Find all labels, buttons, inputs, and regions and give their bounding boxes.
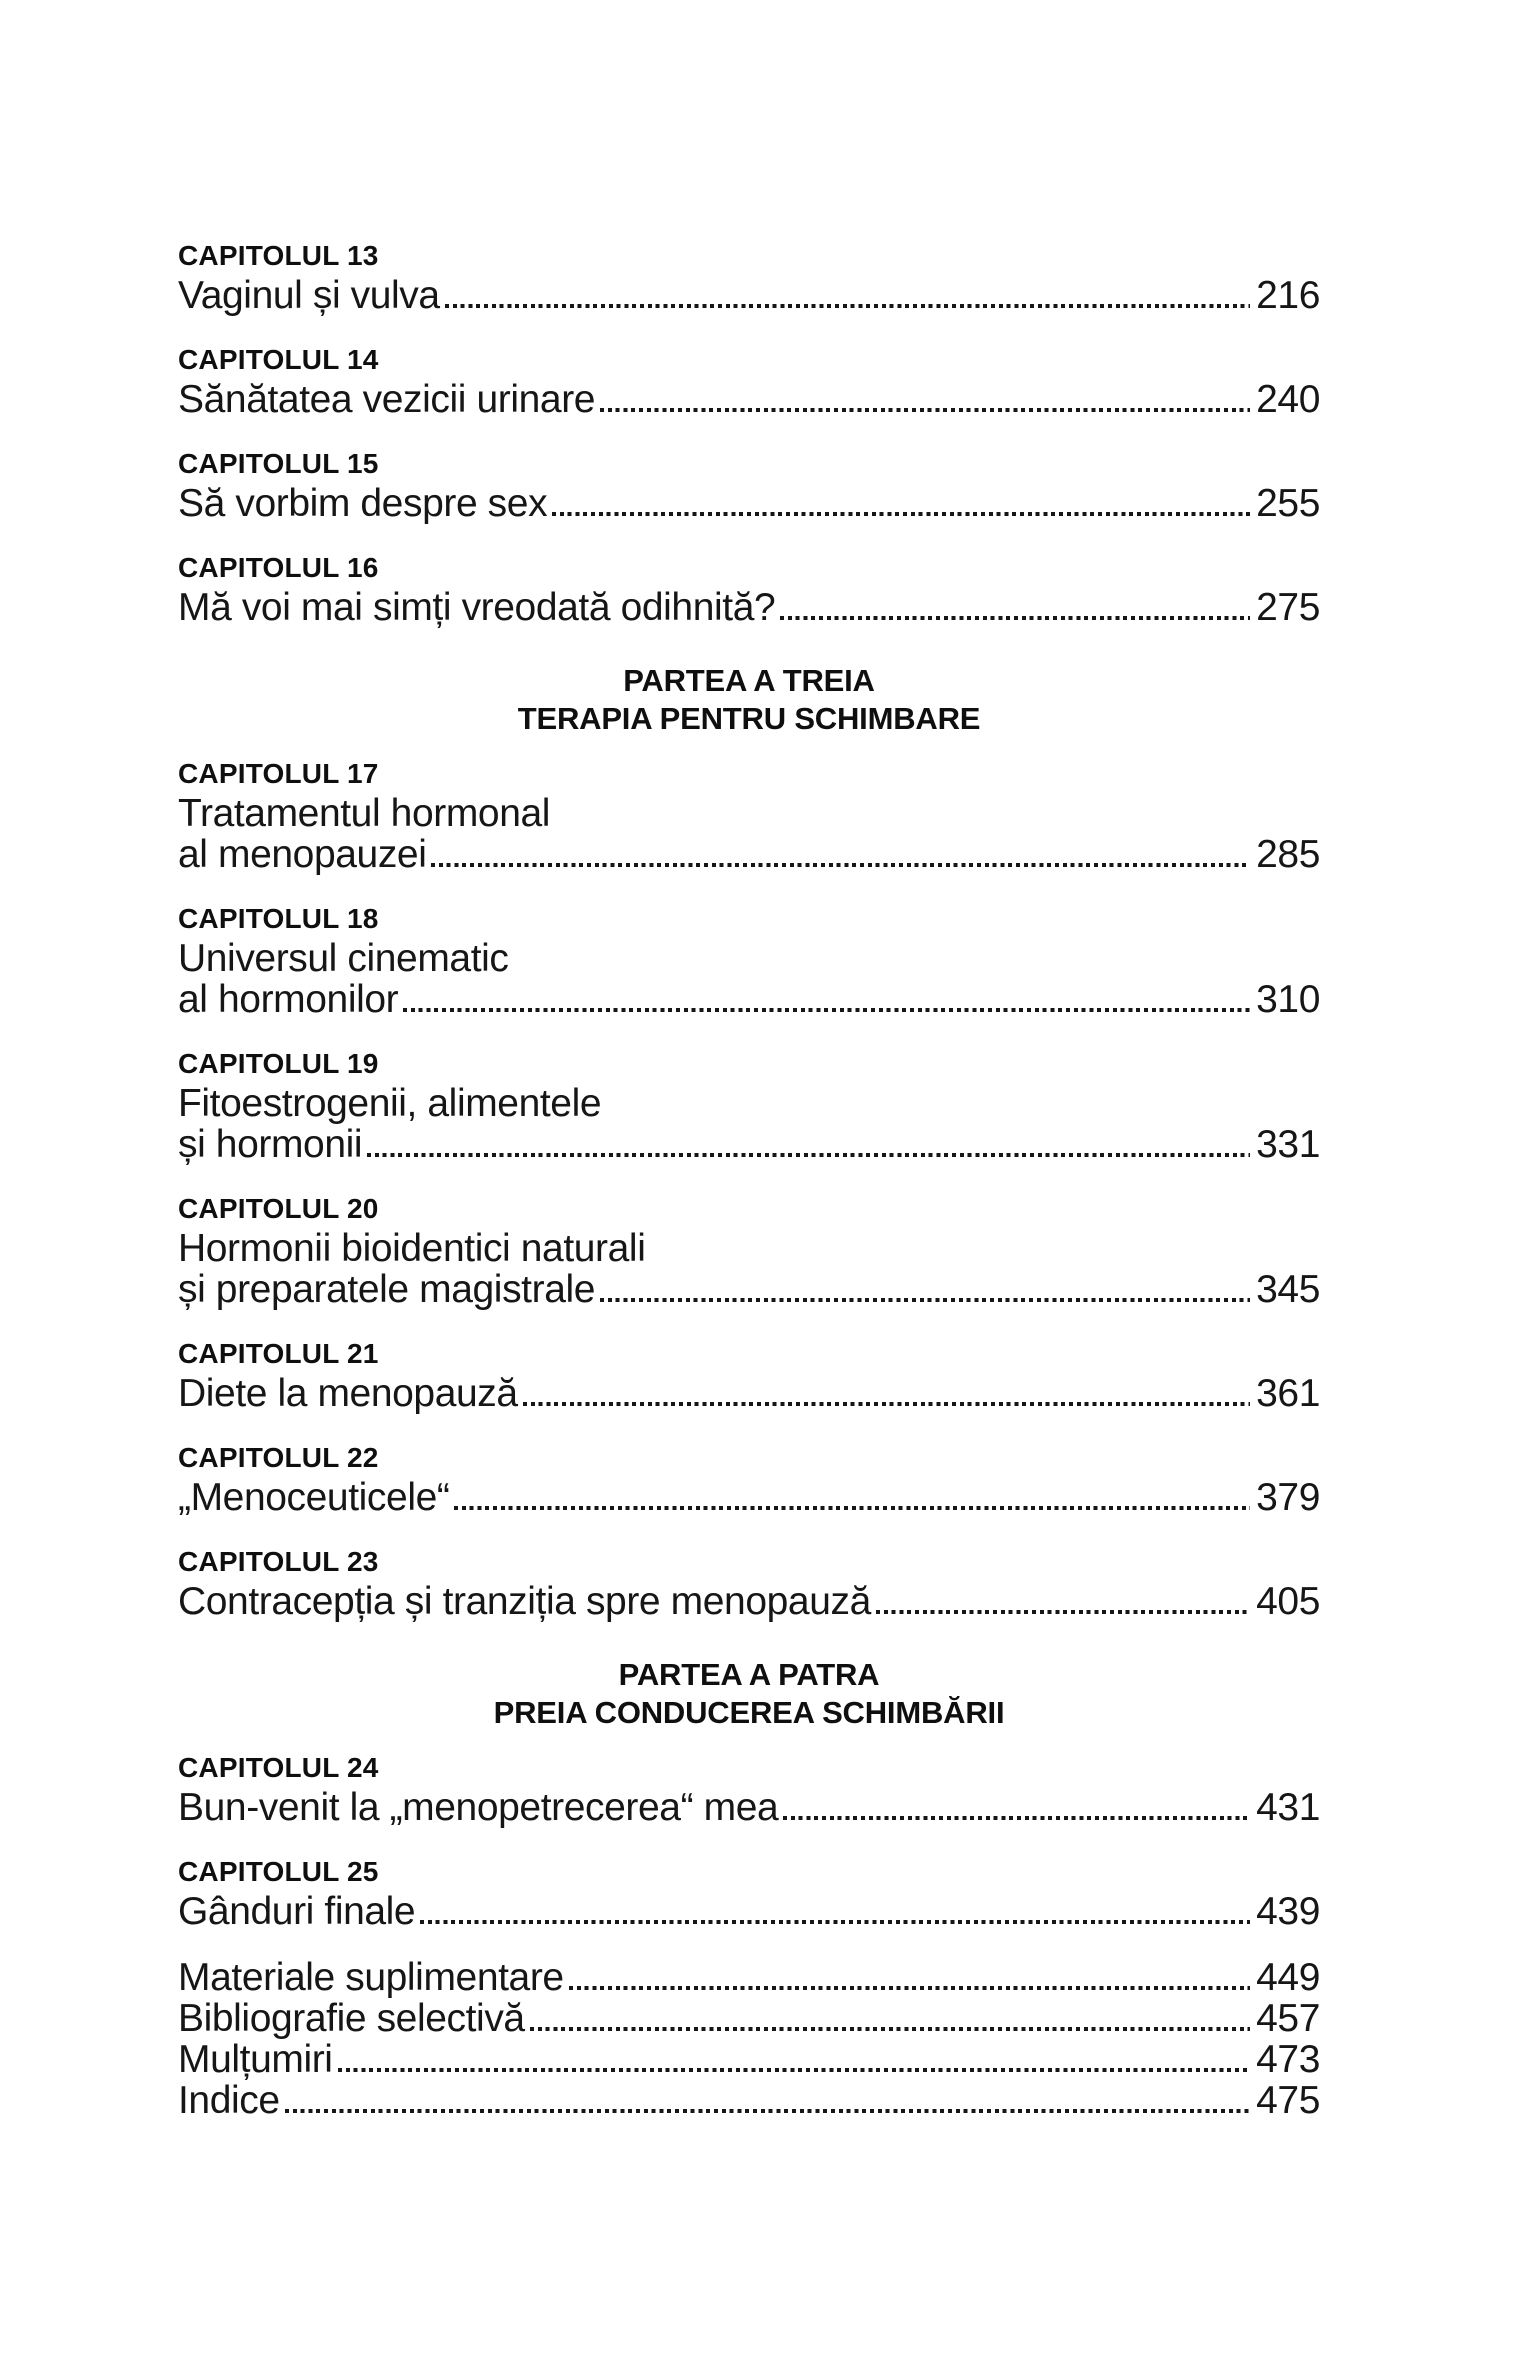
chapter-title: Sănătatea vezicii urinare xyxy=(178,378,596,421)
chapter-title-row xyxy=(178,979,1320,1020)
toc-entry xyxy=(178,237,1320,316)
back-matter-title: Indice xyxy=(178,2079,280,2122)
dotted-leader xyxy=(780,616,1250,620)
chapter-title: Mă voi mai simți vreodată odihnită? xyxy=(178,586,776,629)
chapter-title-row xyxy=(178,1124,1320,1165)
dotted-leader xyxy=(454,1506,1250,1510)
page-number: 275 xyxy=(1256,586,1320,629)
dotted-leader xyxy=(552,512,1250,516)
chapter-title: Contracepția și tranziția spre menopauză xyxy=(178,1580,871,1623)
back-matter-title: Mulțumiri xyxy=(178,2038,333,2081)
toc-entry xyxy=(178,1335,1320,1414)
page-number: 449 xyxy=(1256,1956,1320,1999)
part-title: PARTEA A TREIA xyxy=(623,663,875,698)
page-number: 361 xyxy=(1256,1372,1320,1415)
chapter-title: Bun-venit la „menopetrecerea“ mea xyxy=(178,1786,779,1829)
dotted-leader xyxy=(600,408,1250,412)
chapter-title-row xyxy=(178,587,1320,628)
page-number: 310 xyxy=(1256,978,1320,1021)
toc-entry xyxy=(178,445,1320,524)
toc-entry xyxy=(178,1749,1320,1828)
part-subtitle: TERAPIA PENTRU SCHIMBARE xyxy=(517,701,981,736)
chapter-label: CAPITOLUL 16 xyxy=(178,552,379,583)
dotted-leader xyxy=(523,1402,1250,1406)
dotted-leader xyxy=(338,2068,1251,2072)
chapter-title-row xyxy=(178,1891,1320,1932)
chapter-title: Gânduri finale xyxy=(178,1890,416,1933)
chapter-title: Vaginul și vulva xyxy=(178,274,440,317)
chapter-title-row xyxy=(178,834,1320,875)
back-matter-row xyxy=(178,1998,1320,2039)
chapter-title-line1: Fitoestrogenii, alimentele xyxy=(178,1082,602,1125)
page-number: 216 xyxy=(1256,274,1320,317)
chapter-label: CAPITOLUL 24 xyxy=(178,1752,379,1783)
toc-entry xyxy=(178,549,1320,628)
chapter-title-row xyxy=(178,1477,1320,1518)
page-number: 379 xyxy=(1256,1476,1320,1519)
dotted-leader xyxy=(600,1298,1250,1302)
dotted-leader xyxy=(876,1610,1250,1614)
chapter-title-line1: Hormonii bioidentici naturali xyxy=(178,1227,646,1270)
chapter-title-row xyxy=(178,1373,1320,1414)
chapter-label: CAPITOLUL 25 xyxy=(178,1856,379,1887)
page-number: 473 xyxy=(1256,2038,1320,2081)
chapter-label: CAPITOLUL 18 xyxy=(178,903,379,934)
part-title: PARTEA A PATRA xyxy=(618,1657,880,1692)
dotted-leader xyxy=(367,1153,1250,1157)
chapter-title-row xyxy=(178,275,1320,316)
chapter-label: CAPITOLUL 21 xyxy=(178,1338,379,1369)
toc-entry xyxy=(178,900,1320,1020)
page-number: 345 xyxy=(1256,1268,1320,1311)
chapter-title: „Menoceuticele“ xyxy=(178,1476,450,1519)
chapter-title: Să vorbim despre sex xyxy=(178,482,548,525)
chapter-label: CAPITOLUL 17 xyxy=(178,758,379,789)
chapter-title-line2: al hormonilor xyxy=(178,978,399,1021)
dotted-leader xyxy=(783,1816,1250,1820)
chapter-title-line2: și preparatele magistrale xyxy=(178,1268,596,1311)
dotted-leader xyxy=(431,863,1250,867)
back-matter-row xyxy=(178,2080,1320,2121)
toc-entry xyxy=(178,1190,1320,1310)
back-matter-row xyxy=(178,2039,1320,2080)
page-number: 405 xyxy=(1256,1580,1320,1623)
toc-entry xyxy=(178,341,1320,420)
toc-entry xyxy=(178,1045,1320,1165)
chapter-title-row xyxy=(178,379,1320,420)
page-number: 240 xyxy=(1256,378,1320,421)
page-number: 255 xyxy=(1256,482,1320,525)
dotted-leader xyxy=(285,2109,1250,2113)
toc-entry xyxy=(178,1439,1320,1518)
back-matter xyxy=(178,1957,1320,2121)
dotted-leader xyxy=(403,1008,1250,1012)
chapter-title-line2: și hormonii xyxy=(178,1123,363,1166)
chapter-label: CAPITOLUL 14 xyxy=(178,344,379,375)
back-matter-title: Materiale suplimentare xyxy=(178,1956,564,1999)
chapter-title-row xyxy=(178,1269,1320,1310)
dotted-leader xyxy=(445,304,1250,308)
part-subtitle: PREIA CONDUCEREA SCHIMBĂRII xyxy=(493,1695,1005,1730)
back-matter-row xyxy=(178,1957,1320,1998)
back-matter-title: Bibliografie selectivă xyxy=(178,1997,525,2040)
chapter-title-line1: Universul cinematic xyxy=(178,937,509,980)
dotted-leader xyxy=(420,1920,1250,1924)
chapter-title-line2: al menopauzei xyxy=(178,833,427,876)
chapter-title: Diete la menopauză xyxy=(178,1372,518,1415)
chapter-title-line1: Tratamentul hormonal xyxy=(178,792,551,835)
page-number: 431 xyxy=(1256,1786,1320,1829)
chapter-label: CAPITOLUL 20 xyxy=(178,1193,379,1224)
chapter-title-row xyxy=(178,1581,1320,1622)
page-number: 475 xyxy=(1256,2079,1320,2122)
chapter-label: CAPITOLUL 15 xyxy=(178,448,379,479)
chapter-title-row xyxy=(178,483,1320,524)
page-number: 457 xyxy=(1256,1997,1320,2040)
chapter-label: CAPITOLUL 19 xyxy=(178,1048,379,1079)
page-number: 285 xyxy=(1256,833,1320,876)
part-header xyxy=(178,662,1320,738)
chapter-label: CAPITOLUL 13 xyxy=(178,240,379,271)
chapter-label: CAPITOLUL 23 xyxy=(178,1546,379,1577)
chapter-title-row xyxy=(178,1787,1320,1828)
chapter-label: CAPITOLUL 22 xyxy=(178,1442,379,1473)
dotted-leader xyxy=(569,1986,1250,1990)
dotted-leader xyxy=(530,2027,1250,2031)
page-number: 331 xyxy=(1256,1123,1320,1166)
toc-entry xyxy=(178,1543,1320,1622)
part-header xyxy=(178,1656,1320,1732)
toc-entry xyxy=(178,755,1320,875)
toc-entry xyxy=(178,1853,1320,1932)
page-number: 439 xyxy=(1256,1890,1320,1933)
